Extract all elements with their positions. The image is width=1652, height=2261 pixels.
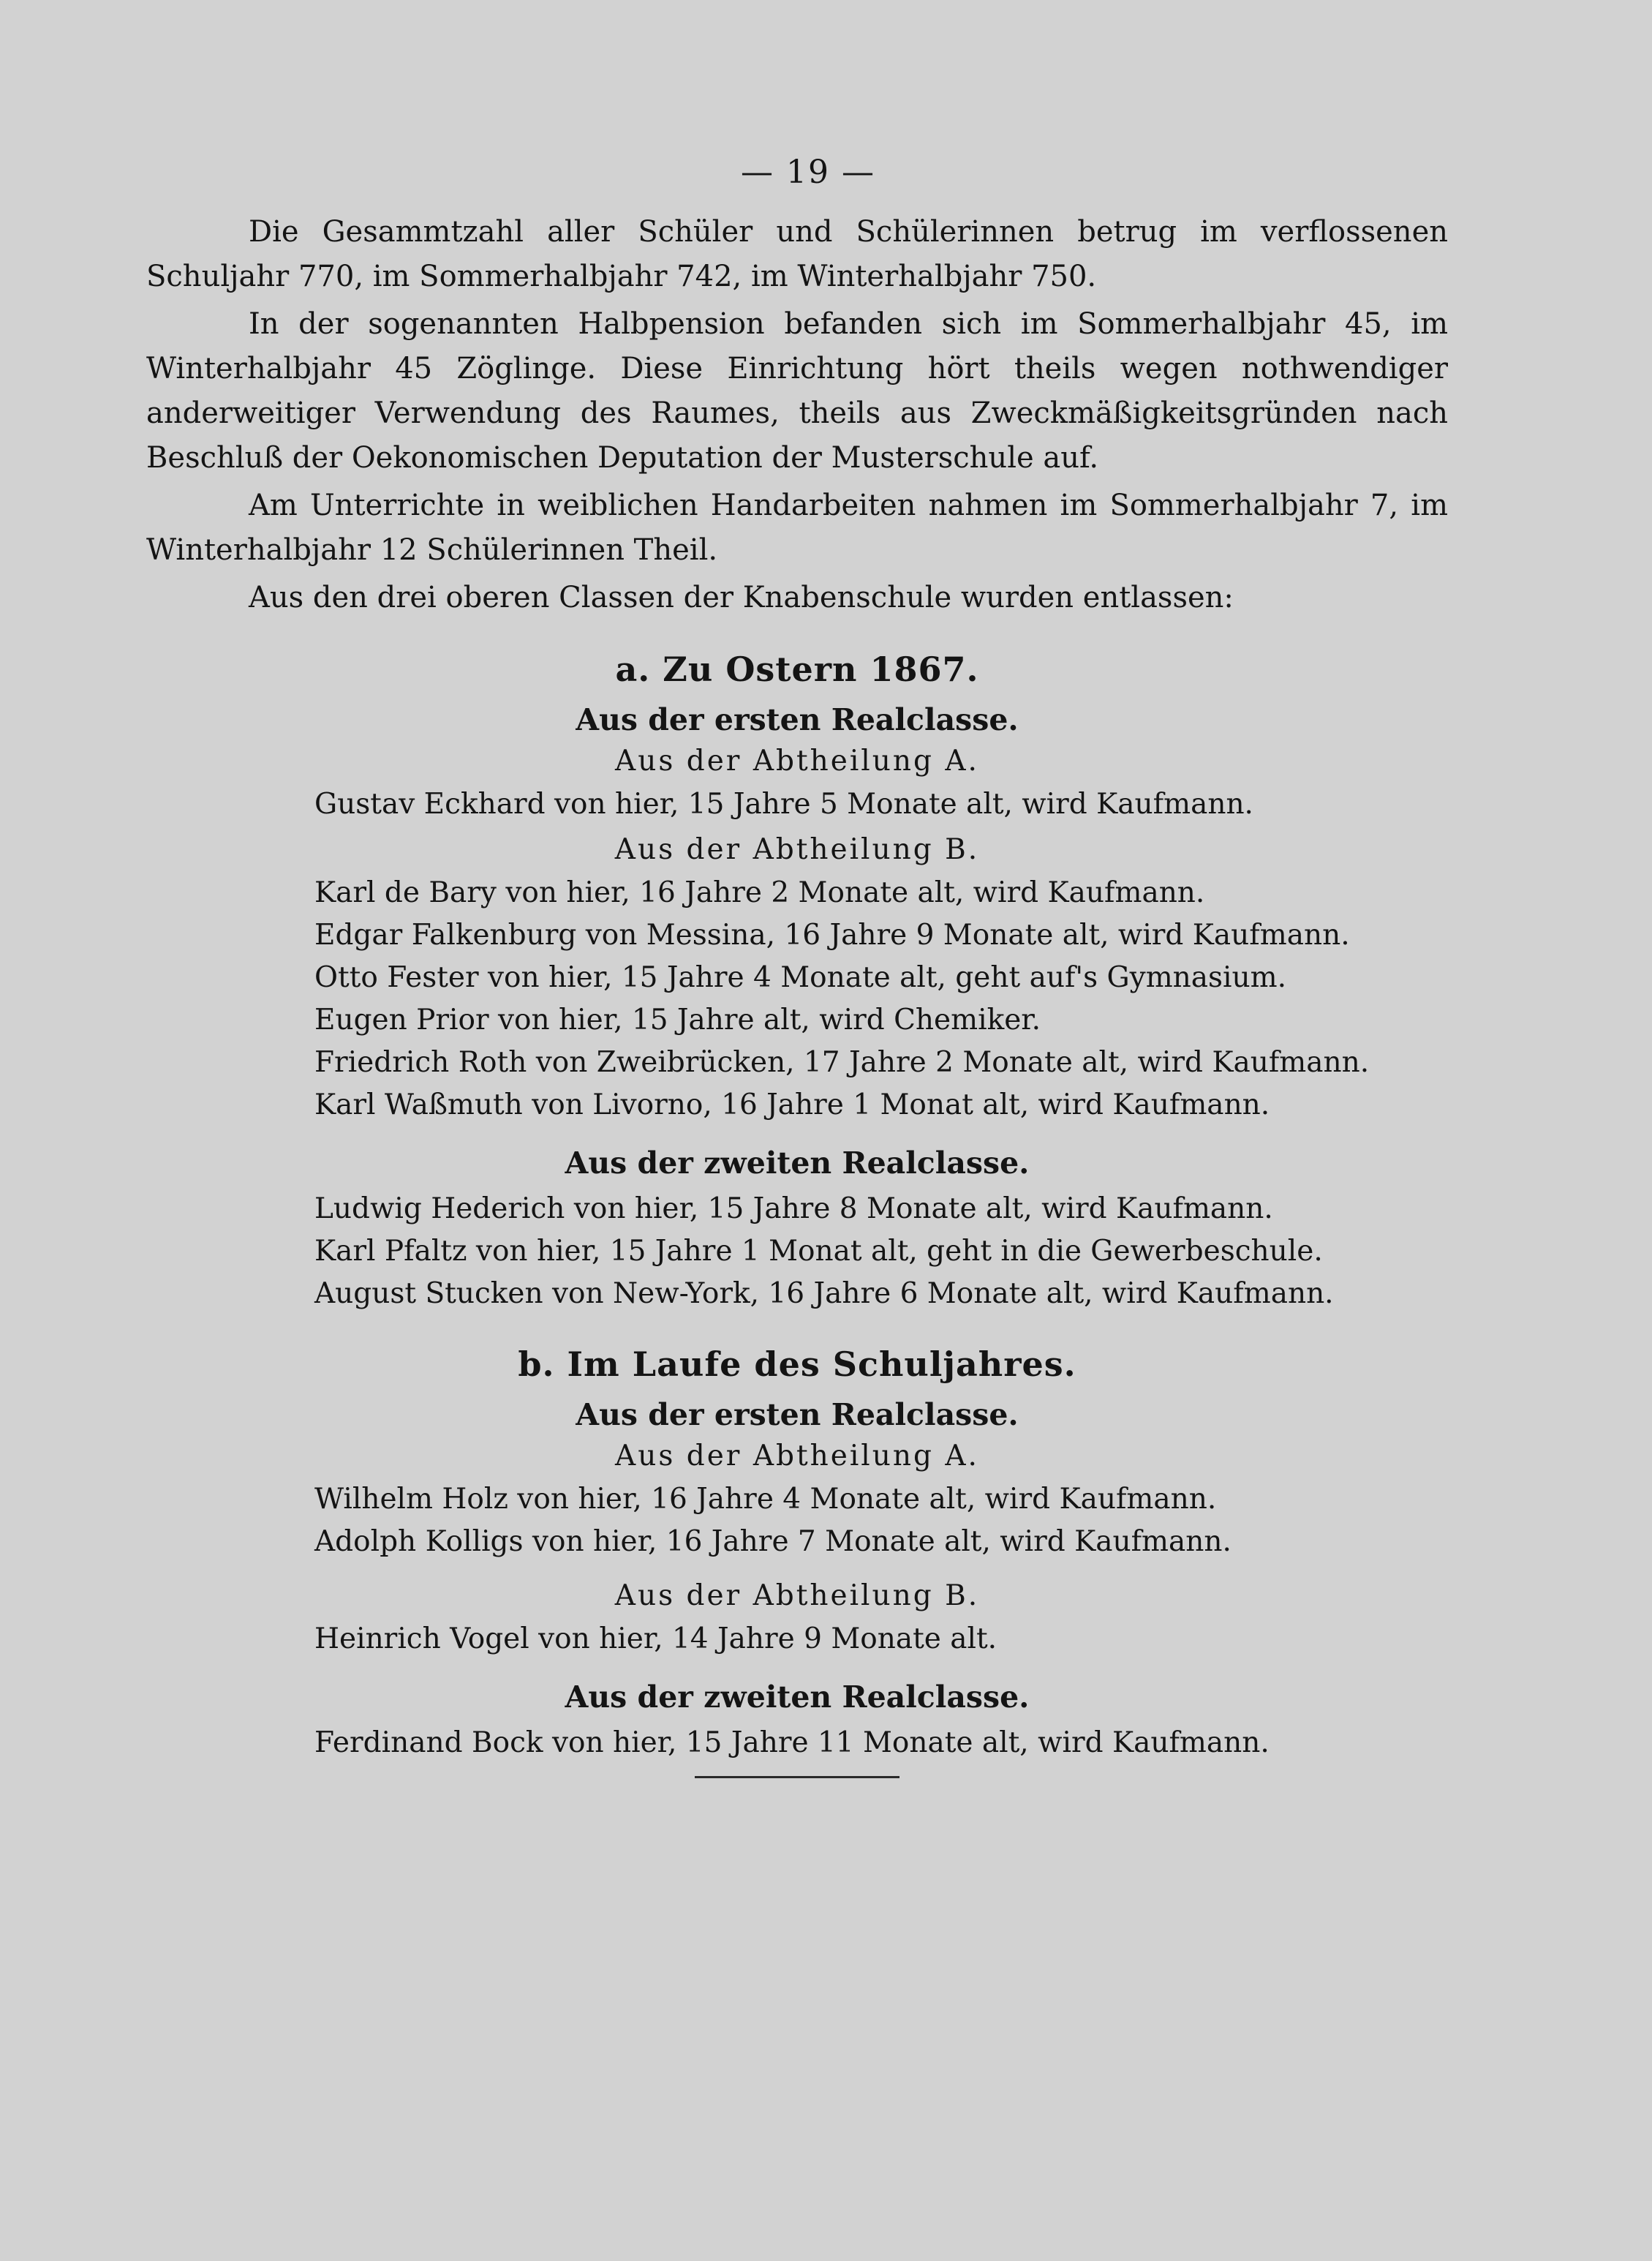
paragraph-total-students: Die Gesammtzahl aller Schüler und Schülerinnen betrug im verflossenen Schuljahr 770, im Sommerhalbjahr 742, im Winterhalbjahr 750. <box>146 215 1448 293</box>
student-entry: Gustav Eckhard von hier, 15 Jahre 5 Monate alt, wird Kaufmann. <box>314 788 1253 821</box>
section-b-class1-divB-title: Aus der Abtheilung B. <box>614 1579 980 1612</box>
student-entry: August Stucken von New-York, 16 Jahre 6 Monate alt, wird Kaufmann. <box>314 1277 1334 1310</box>
section-b-class1-title: Aus der ersten Realclasse. <box>576 1397 1019 1432</box>
section-a-class1-divB-title: Aus der Abtheilung B. <box>614 833 980 866</box>
page-content <box>146 154 1448 1778</box>
section-a-class1-divA-title: Aus der Abtheilung A. <box>615 745 979 778</box>
section-a-title: a. Zu Ostern 1867. <box>615 650 979 689</box>
section-b-class1-divA-title: Aus der Abtheilung A. <box>615 1440 979 1472</box>
student-entry: Adolph Kolligs von hier, 16 Jahre 7 Monate alt, wird Kaufmann. <box>314 1525 1232 1558</box>
paragraph-handwork: Am Unterrichte in weiblichen Handarbeiten nahmen im Sommerhalbjahr 7, im Winterhalbjahr 12 Schülerinnen Theil. <box>146 489 1448 567</box>
section-b-title: b. Im Laufe des Schuljahres. <box>518 1344 1076 1384</box>
section-a-class1-title: Aus der ersten Realclasse. <box>576 702 1019 737</box>
section-a-class2-title: Aus der zweiten Realclasse. <box>565 1145 1030 1181</box>
section-easter-1867 <box>146 650 1448 1315</box>
section-b-class2-title: Aus der zweiten Realclasse. <box>565 1679 1030 1715</box>
closing-rule <box>695 1776 899 1778</box>
student-entry: Heinrich Vogel von hier, 14 Jahre 9 Monate alt. <box>314 1622 997 1655</box>
student-entry: Karl de Bary von hier, 16 Jahre 2 Monate alt, wird Kaufmann. <box>314 876 1205 909</box>
student-entry: Karl Waßmuth von Livorno, 16 Jahre 1 Monat alt, wird Kaufmann. <box>314 1088 1270 1121</box>
student-entry: Edgar Falkenburg von Messina, 16 Jahre 9 Monate alt, wird Kaufmann. <box>314 919 1350 952</box>
student-entry: Wilhelm Holz von hier, 16 Jahre 4 Monate alt, wird Kaufmann. <box>314 1483 1217 1516</box>
student-entry: Ferdinand Bock von hier, 15 Jahre 11 Monate alt, wird Kaufmann. <box>314 1726 1270 1759</box>
student-entry: Ludwig Hederich von hier, 15 Jahre 8 Monate alt, wird Kaufmann. <box>314 1192 1273 1225</box>
student-entry: Otto Fester von hier, 15 Jahre 4 Monate alt, geht auf's Gymnasium. <box>314 961 1287 994</box>
student-entry: Friedrich Roth von Zweibrücken, 17 Jahre 2 Monate alt, wird Kaufmann. <box>314 1046 1370 1079</box>
section-during-school-year <box>146 1344 1448 1778</box>
paragraph-half-pension: In der sogenannten Halbpension befanden sich im Sommerhalbjahr 45, im Winterhalbjahr 45 Zöglinge. Diese Einrichtung hört theils wegen nothwendiger anderweitiger Verwendung des Raumes, theils aus Zweckmäßigkeitsgründen nach Beschluß der Oekonomischen Deputation der Musterschule auf. <box>146 307 1448 475</box>
student-entry: Karl Pfaltz von hier, 15 Jahre 1 Monat alt, geht in die Gewerbeschule. <box>314 1235 1323 1268</box>
page-number: — 19 — <box>741 154 875 191</box>
student-entry: Eugen Prior von hier, 15 Jahre alt, wird Chemiker. <box>314 1004 1041 1037</box>
paragraph-dismissed-intro: Aus den drei oberen Classen der Knabenschule wurden entlassen: <box>249 581 1234 614</box>
